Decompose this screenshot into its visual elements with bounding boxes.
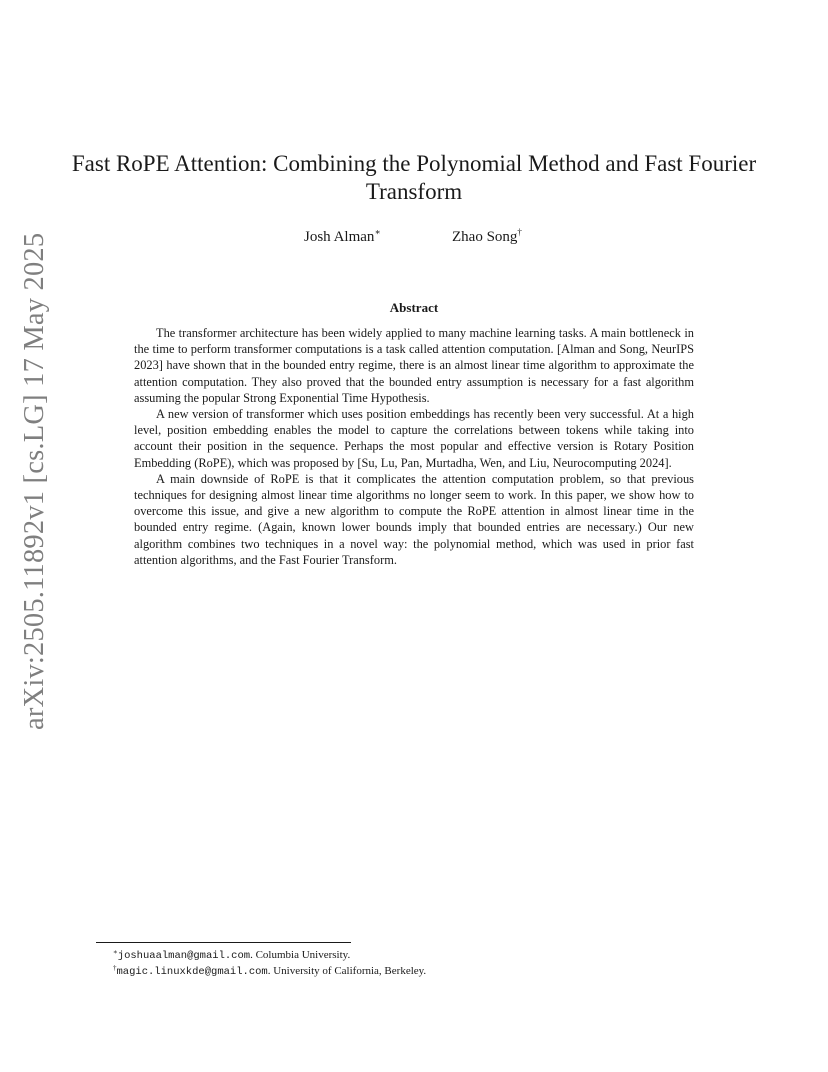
footnote-josh-alman — [113, 948, 733, 964]
abstract-heading: Abstract — [389, 300, 439, 315]
paper-title: Fast RoPE Attention: Combining the Polynomial Method and Fast Fourier Transform — [71, 151, 757, 204]
abstract-body — [134, 325, 694, 568]
footnotes — [113, 948, 733, 980]
footnote-mark: ∗ — [113, 948, 118, 956]
footnote-divider — [96, 942, 351, 943]
footnote-email[interactable]: magic.linuxkde@gmail.com — [116, 966, 268, 978]
abstract-paragraph: A main downside of RoPE is that it complicates the attention computation problem, so that previous techniques for designing almost linear time algorithms no longer seem to work. In this paper, we show how to overcome this issue, and give a new algorithm to compute the RoPE attention in almost linear time in the bounded entry regime. (Again, known lower bounds imply that bounded entries are necessary.) Our new algorithm combines two techniques in a novel way: the polynomial method, which was used in prior fast attention algorithms, and the Fast Fourier Transform. — [134, 471, 694, 567]
footnote-affiliation: . Columbia University. — [250, 949, 351, 961]
author-name: Josh Alman — [304, 229, 375, 245]
author-footnote-mark: † — [517, 227, 522, 237]
footnote-email[interactable]: joshuaalman@gmail.com — [117, 950, 251, 962]
abstract-paragraph: A new version of transformer which uses position embeddings has recently been very successful. At a high level, position embedding enables the model to capture the correlations between tokens while taking into account their position in the sequence. Perhaps the most popular and effective version is Rotary Position Embedding (RoPE), which was proposed by [Su, Lu, Pan, Murtadha, Wen, and Liu, Neurocomputing 2024]. — [134, 407, 694, 470]
author-name: Zhao Song — [452, 229, 518, 245]
author-zhao-song — [452, 228, 522, 246]
abstract-paragraph: The transformer architecture has been widely applied to many machine learning tasks. A main bottleneck in the time to perform transformer computations is a task called attention computation. [Alman and Song, NeurIPS 2023] have shown that in the bounded entry regime, there is an almost linear time algorithm to approximate the attention computation. They also proved that the bounded entry assumption is necessary for a fast algorithm assuming the popular Strong Exponential Time Hypothesis. — [134, 326, 694, 405]
author-footnote-mark: ∗ — [374, 227, 381, 237]
arxiv-identifier-stamp: arXiv:2505.11892v1 [cs.LG] 17 May 2025 — [19, 232, 50, 730]
author-josh-alman — [304, 228, 381, 246]
footnote-mark: † — [113, 964, 117, 972]
footnote-affiliation: . University of California, Berkeley. — [267, 965, 427, 977]
footnote-zhao-song — [113, 964, 733, 980]
